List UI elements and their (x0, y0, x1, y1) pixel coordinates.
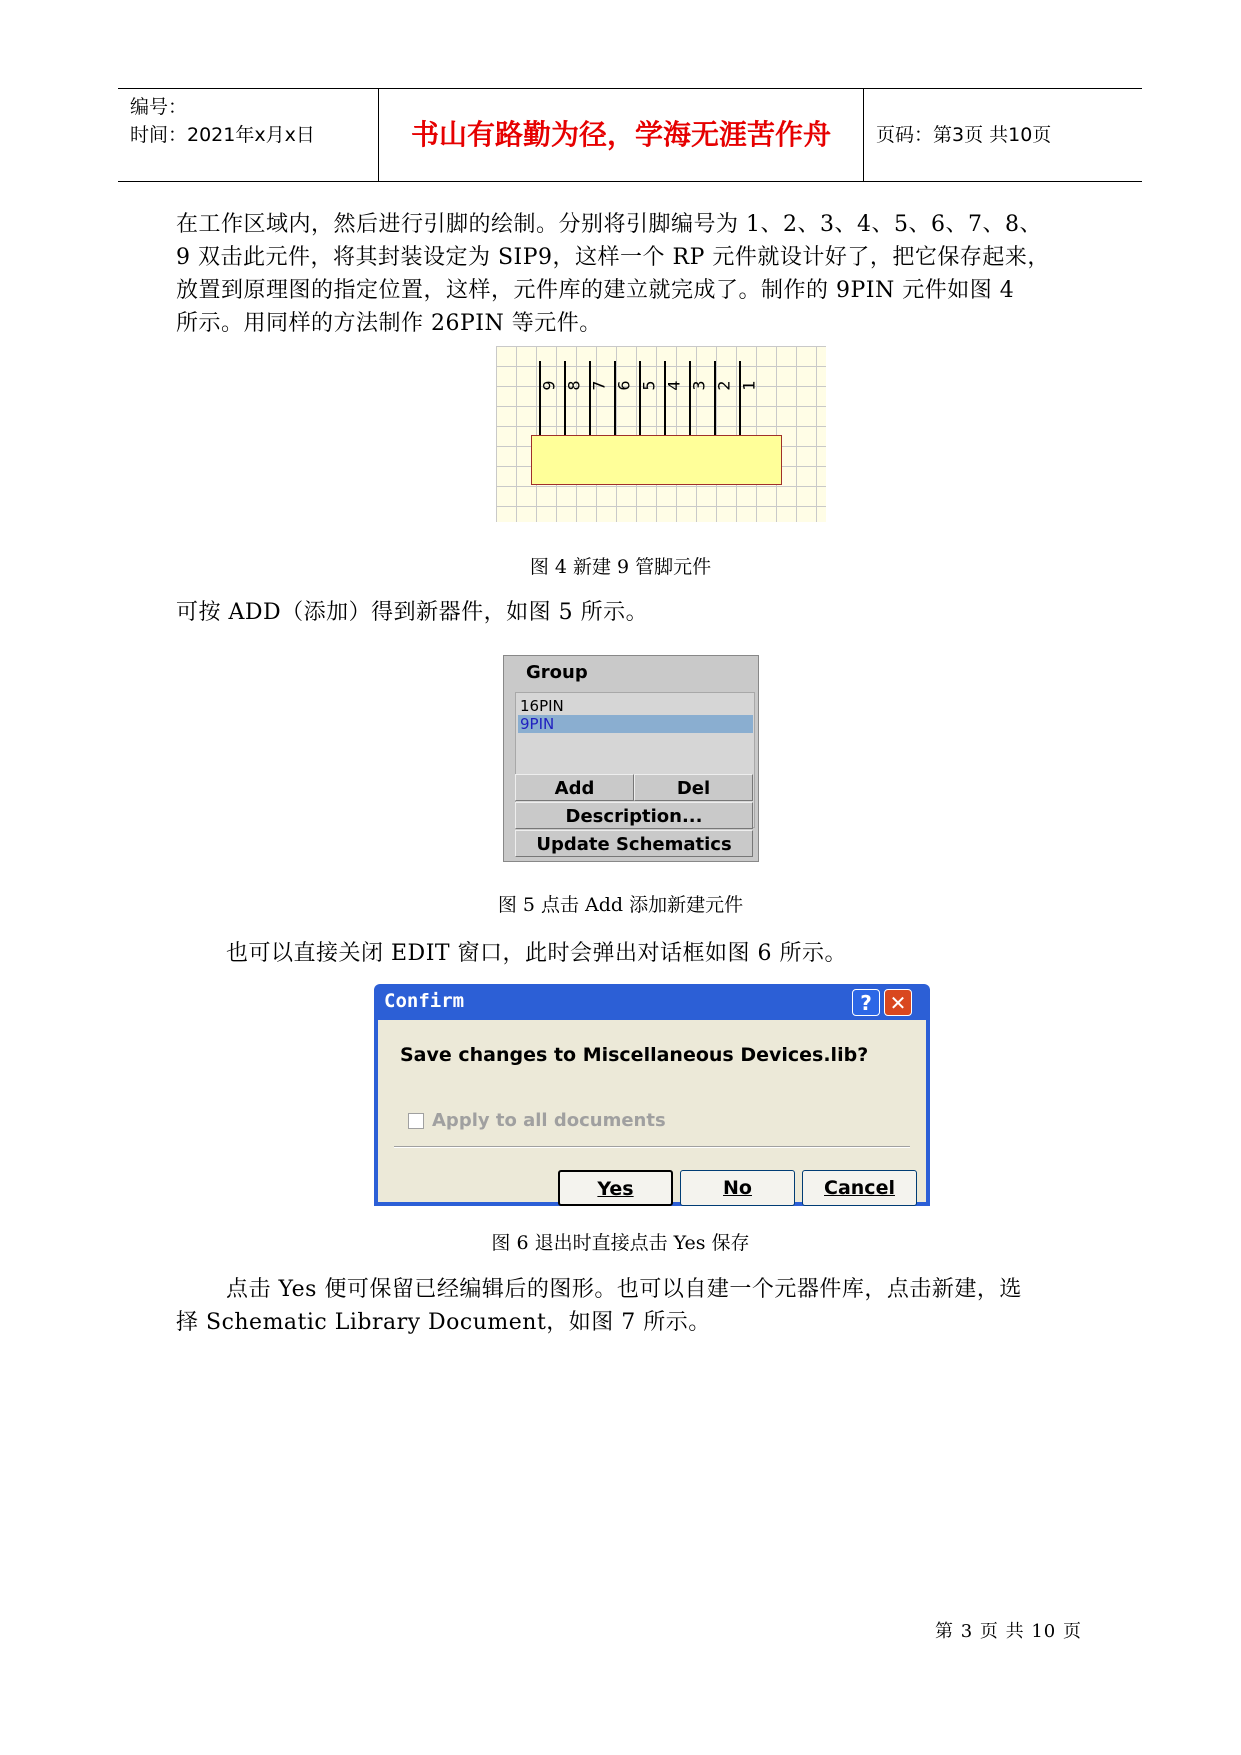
update-schematics-button[interactable]: Update Schematics (515, 830, 753, 857)
pin-number: 9 (539, 380, 559, 391)
yes-button[interactable] (558, 1170, 673, 1206)
paragraph (176, 1273, 1111, 1339)
paragraph: 可按 ADD（添加）得到新器件，如图 5 所示。 (176, 600, 649, 625)
pin-number: 3 (689, 380, 709, 391)
dialog-title: Confirm (384, 990, 465, 1012)
pin-number: 8 (564, 380, 584, 391)
pin-line (589, 361, 591, 436)
paragraph-line: 放置到原理图的指定位置，这样，元件库的建立就完成了。制作的 9PIN 元件如图 4 (176, 278, 1015, 303)
apply-all-checkbox[interactable] (408, 1110, 666, 1131)
group-title: Group (526, 662, 588, 683)
header-number: 编号： (130, 96, 188, 118)
list-item[interactable]: 16PIN (520, 697, 564, 715)
no-label: No (723, 1177, 752, 1199)
dialog-body (378, 1020, 926, 1202)
checkbox-label: Apply to all documents (432, 1110, 666, 1131)
paragraph-line: 择 Schematic Library Document，如图 7 所示。 (176, 1310, 711, 1335)
pin-number: 2 (714, 380, 734, 391)
close-icon[interactable]: ✕ (884, 989, 912, 1016)
paragraph: 也可以直接关闭 EDIT 窗口，此时会弹出对话框如图 6 所示。 (226, 941, 848, 966)
dialog-separator (394, 1146, 910, 1148)
yes-label: Yes (597, 1178, 634, 1200)
dialog-titlebar[interactable] (374, 984, 930, 1020)
cancel-label: Cancel (824, 1177, 895, 1199)
pin-line (639, 361, 641, 436)
paragraph-line: 9 双击此元件，将其封装设定为 SIP9，这样一个 RP 元件就设计好了，把它保存起来， (176, 245, 1050, 270)
pin-number: 6 (614, 380, 634, 391)
no-button[interactable] (680, 1170, 795, 1206)
list-item-selected[interactable]: 9PIN (518, 715, 753, 733)
header-page-info: 页码：第3页 共10页 (876, 124, 1052, 146)
del-button[interactable]: Del (634, 774, 753, 801)
pin-number: 7 (589, 380, 609, 391)
figure-caption: 图 4 新建 9 管脚元件 (529, 556, 712, 578)
paragraph-line: 点击 Yes 便可保留已经编辑后的图形。也可以自建一个元器件库，点击新建，选 (226, 1277, 1022, 1302)
confirm-dialog (374, 984, 930, 1206)
group-panel (503, 655, 759, 862)
cancel-button[interactable] (802, 1170, 917, 1206)
pin-number: 5 (639, 380, 659, 391)
page-header (118, 88, 1142, 182)
help-icon[interactable]: ? (852, 989, 880, 1016)
paragraph (176, 208, 1111, 340)
pin-number: 1 (739, 380, 759, 391)
pin-line (664, 361, 666, 436)
add-button[interactable]: Add (515, 774, 634, 801)
page-footer: 第 3 页 共 10 页 (935, 1621, 1082, 1642)
paragraph-line: 在工作区域内，然后进行引脚的绘制。分别将引脚编号为 1、2、3、4、5、6、7、8、 (176, 212, 1042, 237)
pin-line (539, 361, 541, 436)
pin-line (564, 361, 566, 436)
pin-line (714, 361, 716, 436)
header-divider (863, 89, 864, 181)
header-time: 时间：2021年x月x日 (130, 124, 315, 146)
dialog-message: Save changes to Miscellaneous Devices.lib? (400, 1044, 869, 1066)
pin-line (614, 361, 616, 436)
figure-9pin-component (496, 346, 826, 522)
figure-caption: 图 5 点击 Add 添加新建元件 (497, 894, 744, 916)
pin-line (739, 361, 741, 436)
checkbox-icon (408, 1113, 424, 1129)
component-body (531, 435, 782, 485)
pin-line (689, 361, 691, 436)
description-button[interactable]: Description... (515, 802, 753, 829)
figure-caption: 图 6 退出时直接点击 Yes 保存 (491, 1232, 750, 1254)
paragraph-line: 所示。用同样的方法制作 26PIN 等元件。 (176, 311, 602, 336)
header-motto: 书山有路勤为径，学海无涯苦作舟 (410, 118, 831, 151)
pin-number: 4 (664, 380, 684, 391)
